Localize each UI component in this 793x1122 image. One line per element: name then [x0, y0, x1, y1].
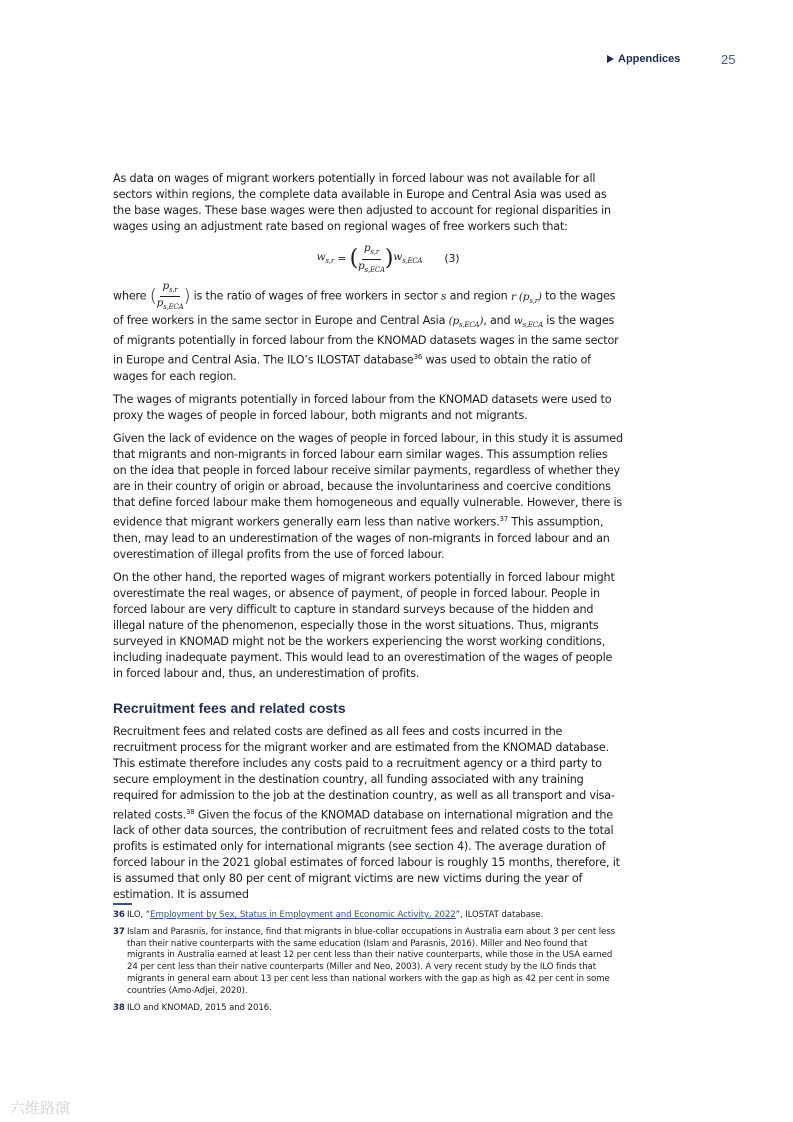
- header-section-nav[interactable]: [607, 53, 680, 65]
- paragraph-1: As data on wages of migrant workers potentially in forced labour was not available for all sectors within regions, the complete data available in Europe and Central Asia was used as the base wages. These base wages were then adjusted to account for regional disparities in wages using an adjustment rate based on regional wages of free workers such that:: [113, 172, 611, 233]
- footnote-divider: [113, 903, 132, 905]
- page-number: 25: [721, 52, 736, 67]
- header-section-label: Appendices: [618, 53, 681, 65]
- watermark: 六维路演: [10, 1099, 71, 1117]
- ilostat-link[interactable]: Employment by Sex, Status in Employment and Economic Activity, 2022: [150, 910, 456, 920]
- footnote-ref-36[interactable]: 36: [413, 353, 423, 362]
- section-heading: Recruitment fees and related costs: [113, 699, 346, 716]
- equation-3: $w_{s,r}$ = ( $\frac{p_{s,r}}{p_{s,ECA}}$ ) $w_{s,ECA}$ (3): [316, 242, 460, 274]
- footnote-ref-37[interactable]: 37: [499, 515, 509, 524]
- paragraph-5: On the other hand, the reported wages of migrant workers potentially in forced labour might overestimate the real wages, or absence of payment, of people in forced labour. People in forced labour are very difficult to capture in standard surveys because of the hidden and illegal nature of the phenomenon, especially those in the worst situations. Thus, migrants surveyed in KNOMAD might not be the workers experiencing the worst working conditions, including inadequate payment. This would lead to an overestimation of the wages of people in forced labour and, thus, an underestimation of profits.: [113, 570, 615, 680]
- footnotes: [113, 910, 625, 1019]
- paragraph-4: Given the lack of evidence on the wages of people in forced labour, in this study it is assumed that migrants and non-migrants in forced labour earn similar wages. This assumption relies on the idea that people in forced labour receive similar payments, regardless of whether they are in their country of origin or abroad, because the involuntariness and coercive conditions that define forced labour make them homogeneous and equally vulnerable. However, there is evidence that migrant workers generally earn less than native workers.$^{37}$ This assumption, then, may lead to an underestimation of the wages of non-migrants in forced labour and an overestimation of illegal profits from the use of forced labour.: [113, 432, 623, 561]
- equation-number: (3): [444, 252, 460, 265]
- paragraph-3: The wages of migrants potentially in forced labour from the KNOMAD datasets were used to proxy the wages of people in forced labour, both migrants and not migrants.: [113, 393, 612, 423]
- paragraph-6: Recruitment fees and related costs are defined as all fees and costs incurred in the recruitment process for the migrant worker and are estimated from the KNOMAD database. This estimate therefore includes any costs paid to a recruitment agency or a third party to secure employment in the destination country, all funding associated with any training required for admission to the job at the destination country, as well as all transport and visa-related costs.$^{38}$ Given the focus of the KNOMAD database on international migration and the lack of other data sources, the contribution of recruitment fees and related costs to the total profits is estimated only for international migrants (see section 4). The average duration of forced labour in the 2021 global estimates of forced labour is roughly 15 months, therefore, it is assumed that only 80 per cent of migrant victims are new victims during the year of estimation. It is assumed: [113, 724, 620, 902]
- footnote-36: 36 ILO, “Employment by Sex, Status in Employment and Economic Activity, 2022”, ILOSTAT database.: [113, 910, 544, 920]
- paragraph-2: where ( $\frac{p_{s,r}}{p_{s,ECA}}$ ) is the ratio of wages of free workers in sector s and region r $(p_{s,r})$ to the wages of free workers in the same sector in Europe and Central Asia $(p_{s,ECA})$, and $w_{s,ECA}$ is the wages of migrants potentially in forced labour from the KNOMAD datasets wages in the same sector in Europe and Central Asia. The ILO’s ILOSTAT database$^{36}$ was used to obtain the ratio of wages for each region.: [113, 280, 619, 384]
- footnote-38: 38 ILO and KNOMAD, 2015 and 2016.: [113, 1002, 272, 1013]
- footnote-37: 37 Islam and Parasnis, for instance, find that migrants in blue-collar occupations in Australia earn about 3 per cent less than their native counterparts with the same education (Islam and Parasnis, 2016). Miller and Neo found that migrants in Australia earned at least 12 per cent less than their native counterparts, while those in the USA earned 24 per cent less than their native counterparts (Miller and Neo, 2003). A very recent study by the ILO finds that migrants in general earn about 13 per cent less than national workers with the gap as high as 42 per cent in some countries (Amo-Adjei, 2020).: [113, 926, 615, 996]
- triangle-right-icon: [607, 55, 614, 63]
- main-content: [113, 171, 623, 910]
- footnote-ref-38[interactable]: 38: [185, 807, 195, 816]
